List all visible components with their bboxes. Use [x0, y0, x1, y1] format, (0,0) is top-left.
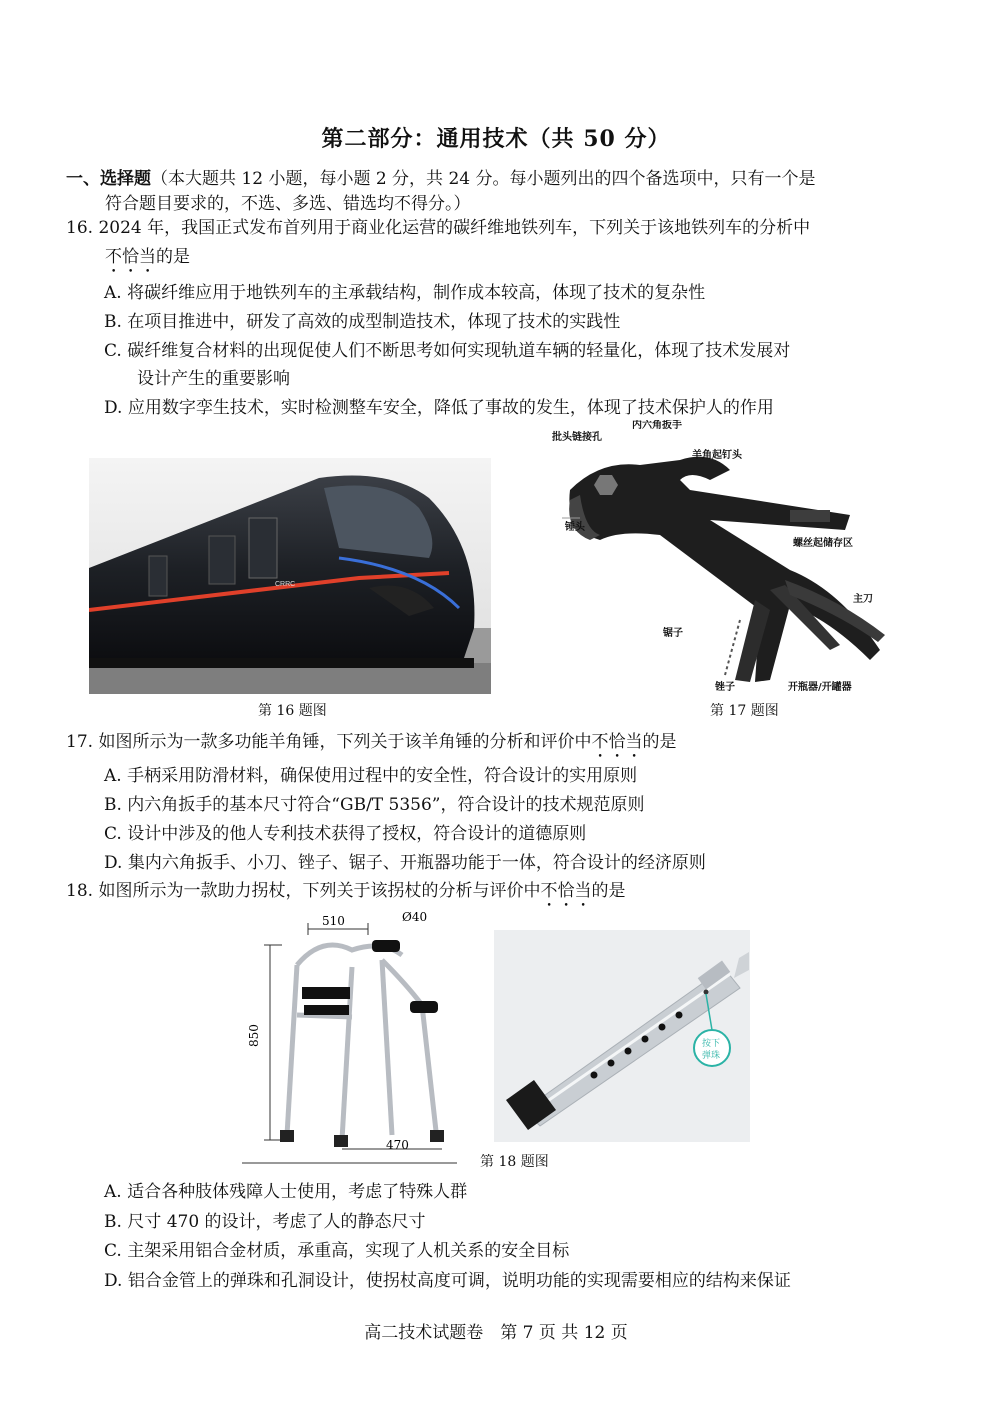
- label-hex: 内六角扳手: [632, 420, 682, 431]
- q18-caption: 第 18 题图: [480, 1154, 549, 1170]
- page-footer: 高二技术试题卷 第 7 页 共 12 页: [364, 1323, 628, 1343]
- q17-option-c: C. 设计中涉及的他人专利技术获得了授权，符合设计的道德原则: [104, 824, 587, 844]
- q17-option-b: B. 内六角扳手的基本尺寸符合“GB/T 5356”，符合设计的技术规范原则: [104, 795, 645, 815]
- q17-emphasis: 不恰当: [591, 732, 643, 752]
- train-logo: CRRC: [275, 581, 296, 588]
- label-claw: 羊角起钉头: [692, 450, 742, 461]
- q16-option-d: D. 应用数字孪生技术，实时检测整车安全，降低了事故的发生，体现了技术保护人的作用: [104, 398, 774, 418]
- train-photo: [89, 458, 491, 694]
- q16-stem-tail: 的是: [156, 247, 190, 267]
- dim-base: 470: [386, 1138, 409, 1152]
- q17-stem-tail: 的是: [642, 732, 677, 752]
- label-head: 锤头: [565, 522, 585, 533]
- section-heading: 一、选择题: [66, 169, 151, 189]
- q17-caption: 第 17 题图: [710, 703, 779, 719]
- label-saw: 锯子: [663, 628, 683, 639]
- q18-option-d: D. 铝合金管上的弹珠和孔洞设计，使拐杖高度可调，说明功能的实现需要相应的结构来保证: [104, 1271, 791, 1291]
- tube-photo: [494, 930, 750, 1142]
- q16-option-c-cont: 设计产生的重要影响: [137, 369, 290, 389]
- q17-stem-pre: 17. 如图所示为一款多功能羊角锤，下列关于该羊角锤的分析和评价中: [66, 732, 592, 752]
- q17-stem: [66, 728, 676, 762]
- q18-stem-tail: 的是: [591, 881, 626, 901]
- label-storage: 螺丝起储存区: [793, 538, 853, 549]
- label-file: 锉子: [715, 682, 735, 693]
- label-knife: 主刀: [853, 594, 873, 605]
- q16-caption: 第 16 题图: [258, 703, 327, 719]
- button-label-2: 弹珠: [702, 1051, 721, 1061]
- dim-diameter: Ø40: [402, 910, 428, 924]
- q16-stem-line2: [105, 243, 190, 277]
- instructions-line1: （本大题共 12 小题，每小题 2 分，共 24 分。每小题列出的四个备选项中，只有一个是: [151, 169, 816, 189]
- q17-option-d: D. 集内六角扳手、小刀、锉子、锯子、开瓶器功能于一体，符合设计的经济原则: [104, 853, 706, 873]
- q18-option-b: B. 尺寸 470 的设计，考虑了人的静态尺寸: [104, 1212, 426, 1232]
- q18-option-c: C. 主架采用铝合金材质，承重高，实现了人机关系的安全目标: [104, 1241, 570, 1261]
- q18-option-a: A. 适合各种肢体残障人士使用，考虑了特殊人群: [104, 1182, 468, 1202]
- page-title: 第二部分：通用技术（共 50 分）: [321, 126, 671, 152]
- q16-emphasis: 不恰当: [105, 247, 156, 267]
- q18-emphasis: 不恰当: [540, 881, 592, 901]
- q16-option-a: A. 将碳纤维应用于地铁列车的主承载结构，制作成本较高，体现了技术的复杂性: [104, 283, 706, 303]
- q16-stem-line1: 16. 2024 年，我国正式发布首列用于商业化运营的碳纤维地铁列车，下列关于该地铁列车的分析中: [66, 218, 811, 238]
- instructions-line2: 符合题目要求的，不选、多选、错选均不得分。）: [105, 194, 471, 214]
- button-label-1: 按下: [702, 1039, 721, 1049]
- hammer-photo: [540, 420, 900, 698]
- q18-stem-pre: 18. 如图所示为一款助力拐杖，下列关于该拐杖的分析与评价中: [66, 881, 541, 901]
- label-bit: 批头链接孔: [552, 432, 602, 443]
- q17-option-a: A. 手柄采用防滑材料，确保使用过程中的安全性，符合设计的实用原则: [104, 766, 638, 786]
- dim-width: 510: [322, 914, 345, 928]
- walker-drawing: [242, 905, 460, 1167]
- q16-option-b: B. 在项目推进中，研发了高效的成型制造技术，体现了技术的实践性: [104, 312, 621, 332]
- q16-option-c: C. 碳纤维复合材料的出现促使人们不断思考如何实现轨道车辆的轻量化，体现了技术发展对: [104, 341, 791, 361]
- label-opener: 开瓶器/开罐器: [788, 682, 852, 693]
- dim-height: 850: [247, 1024, 261, 1047]
